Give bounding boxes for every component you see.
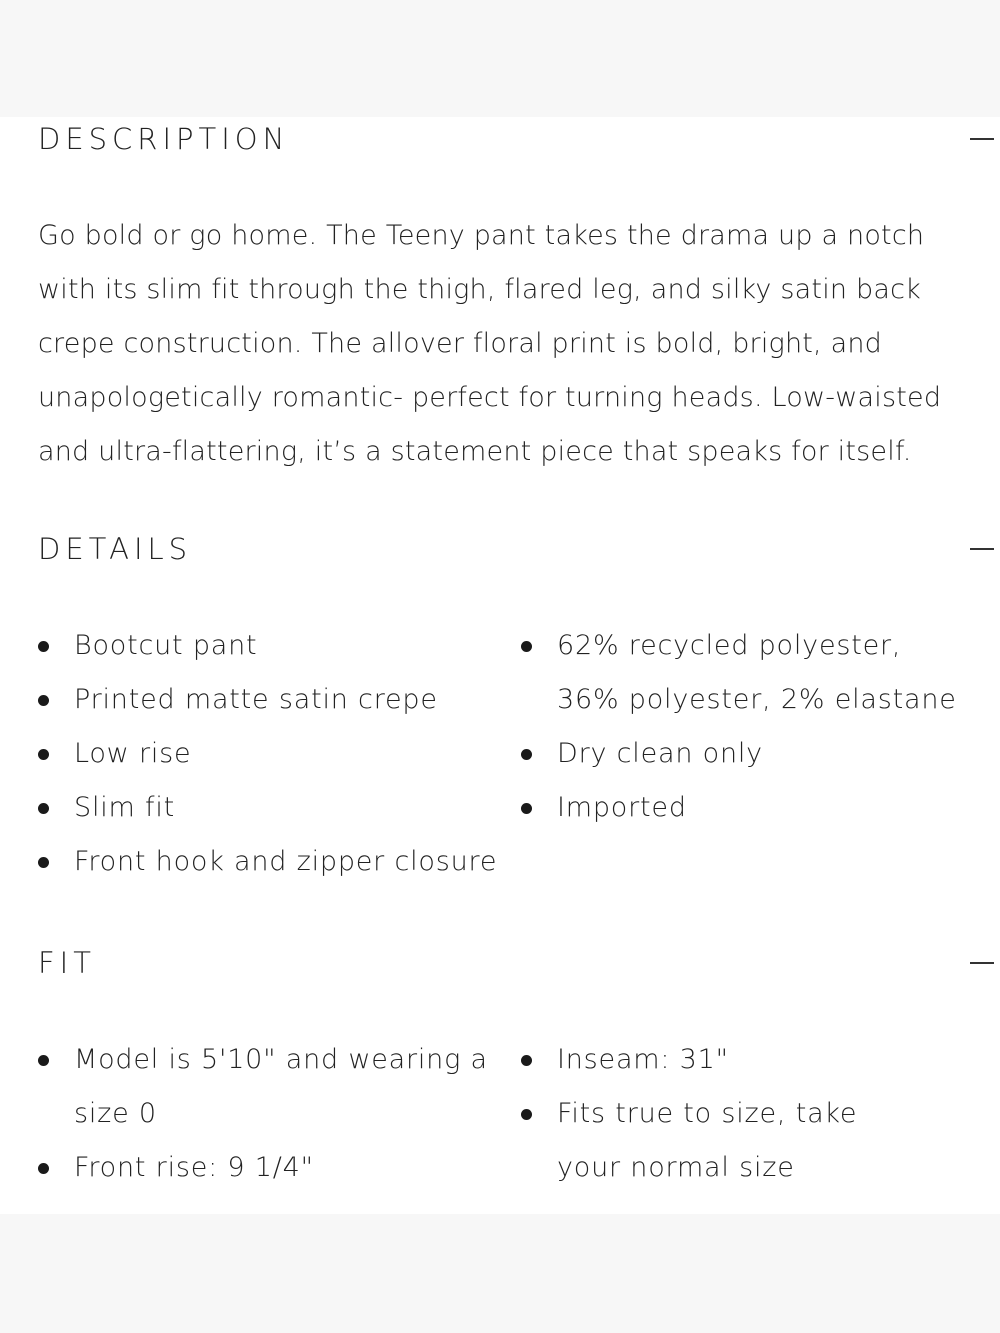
list-item: Fits true to size, take your normal size [521,1087,921,1195]
description-section-title: DESCRIPTION [38,122,290,156]
fit-list-right [521,1033,921,1195]
list-item: Front rise: 9 1/4" [38,1141,498,1195]
list-item: Low rise [38,727,498,781]
list-item: Front hook and zipper closure [38,835,498,889]
details-list-right [521,619,966,835]
list-item: Imported [521,781,966,835]
list-item: Dry clean only [521,727,966,781]
description-section-header[interactable] [38,117,1000,161]
list-item: 62% recycled polyester, 36% polyester, 2% elastane [521,619,966,727]
list-item: Inseam: 31" [521,1033,921,1087]
minus-icon[interactable] [970,962,994,964]
list-item: Model is 5'10" and wearing a size 0 [38,1033,498,1141]
minus-icon[interactable] [970,548,994,550]
fit-section-header[interactable] [38,941,1000,985]
list-item: Slim fit [38,781,498,835]
details-section-header[interactable] [38,527,1000,571]
minus-icon[interactable] [970,138,994,140]
details-list-left [38,619,498,889]
description-text: Go bold or go home. The Teeny pant takes the drama up a notch with its slim fit through the thigh, flared leg, and silky satin back crepe construction. The allover floral print is bold, bright, and unapologetically romantic- perfect for turning heads. Low-waisted and ultra-flattering, it’s a statement piece that speaks for itself. [38,220,942,467]
list-item: Printed matte satin crepe [38,673,498,727]
details-section-title: DETAILS [38,532,193,566]
list-item: Bootcut pant [38,619,498,673]
fit-section-title: FIT [38,946,96,980]
fit-list-left [38,1033,498,1195]
